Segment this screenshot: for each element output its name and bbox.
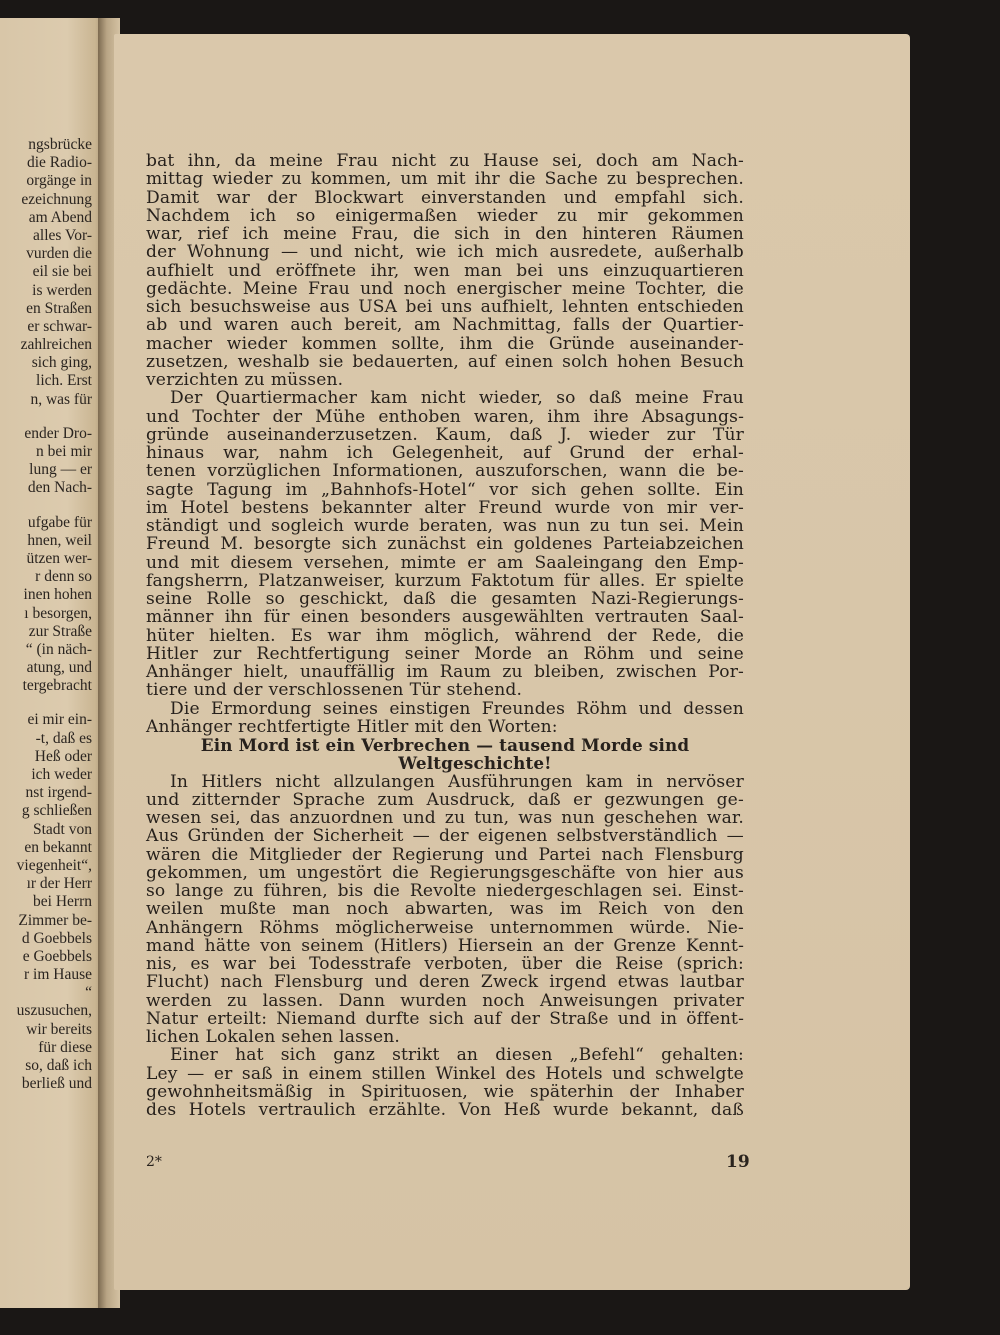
left-page-line: für diese xyxy=(38,1038,92,1056)
left-facing-page xyxy=(0,18,112,1308)
quote-heading-line: Weltgeschichte! xyxy=(398,753,552,774)
text-line: Natur erteilt: Niemand durfte sich auf der Straße und in öffent- xyxy=(146,1008,744,1029)
text-line: sagte Tagung im „Bahnhofs-Hotel“ vor sich gehen sollte. Ein xyxy=(146,479,744,500)
left-page-line: ender Dro- xyxy=(24,424,92,442)
text-line: Nachdem ich so einigermaßen wieder zu mir gekommen xyxy=(146,205,744,226)
left-page-line: Stadt von xyxy=(33,820,92,838)
left-page-line: vurden die xyxy=(26,245,92,263)
left-page-line: wir bereits xyxy=(26,1020,92,1038)
text-line: macher wieder kommen sollte, ihm die Gründe auseinander- xyxy=(146,333,744,354)
left-page-line: r denn so xyxy=(35,568,92,586)
left-page-line: alles Vor- xyxy=(33,226,92,244)
text-line: tiere und der verschlossenen Tür stehend. xyxy=(146,680,523,701)
text-line: ständigt und sogleich wurde beraten, was nun zu tun sei. Mein xyxy=(146,516,744,536)
text-line: Anhängern Röhms möglicherweise unternommen würde. Nie- xyxy=(146,917,744,938)
text-line: seine Rolle so geschickt, daß die gesamten Nazi-Regierungs- xyxy=(146,589,744,609)
left-page-line: zur Straße xyxy=(28,622,92,640)
left-page-line: e Goebbels xyxy=(22,947,92,965)
text-line: Einer hat sich ganz strikt an diesen „Befehl“ gehalten: xyxy=(170,1045,744,1066)
text-line: gedächte. Meine Frau und noch energischer meine Tochter, die xyxy=(146,278,744,299)
text-line: Ley — er saß in einem stillen Winkel des Hotels und schwelgte xyxy=(146,1063,744,1084)
left-page-line: -t, daß es xyxy=(35,729,92,747)
left-page-line: er schwar- xyxy=(27,317,92,335)
text-line: wesen sei, das anzuordnen und zu tun, was nun geschehen war. xyxy=(146,808,744,828)
left-page-line: ır der Herr xyxy=(26,875,92,893)
text-line: gründe auseinanderzusetzen. Kaum, daß J. wieder zur Tür xyxy=(146,424,744,445)
left-page-line: atung, und xyxy=(26,659,92,677)
text-line: so lange zu führen, bis die Revolte niedergeschlagen sei. Einst- xyxy=(146,881,744,901)
left-page-line: uszusuchen, xyxy=(16,1002,92,1020)
text-line: mittag wieder zu kommen, um mit ihr die Sache zu besprechen. xyxy=(146,169,744,190)
text-line: Der Quartiermacher kam nicht wieder, so daß meine Frau xyxy=(170,388,744,409)
text-line: und Tochter der Mühe enthoben waren, ihm ihre Absagungs- xyxy=(146,406,744,427)
text-line: Hitler zur Rechtfertigung seiner Morde an Röhm und seine xyxy=(146,643,744,664)
text-line: fangsherrn, Platzanweiser, kurzum Faktotum für alles. Er spielte xyxy=(146,570,744,591)
text-line: aufhielt und eröffnete ihr, wen man bei uns einzuquartieren xyxy=(146,260,744,281)
left-page-line: viegenheit“, xyxy=(16,856,92,874)
left-page-line: d Goebbels xyxy=(21,929,92,947)
text-line: im Hotel bestens bekannter alter Freund wurde von mir ver- xyxy=(146,497,744,518)
left-page-line: die Radio- xyxy=(27,154,92,172)
left-page-line: r im Hause xyxy=(23,966,92,984)
left-page-line: eil sie bei xyxy=(32,263,92,281)
text-line: Anhänger rechtfertigte Hitler mit den Worten: xyxy=(146,716,558,737)
left-page-line: Zimmer be- xyxy=(18,911,92,929)
left-page-line xyxy=(0,409,92,425)
left-page-line: “ (in näch- xyxy=(25,640,92,658)
text-line: männer ihn für einen besonders ausgewählten vertrauten Saal- xyxy=(146,607,744,628)
left-page-line: inen hohen xyxy=(23,586,92,604)
page-body-text xyxy=(146,152,744,1119)
text-line: bat ihn, da meine Frau nicht zu Hause sei, doch am Nach- xyxy=(146,151,744,171)
text-line: Aus Gründen der Sicherheit — der eigenen selbstverständlich — xyxy=(146,826,744,847)
left-page-line: zahlreichen xyxy=(20,336,92,354)
left-page-line: ich weder xyxy=(31,766,92,783)
right-page xyxy=(114,34,910,1290)
left-page-line: hnen, weil xyxy=(27,531,92,549)
text-line: Die Ermordung seines einstigen Freundes Röhm und dessen xyxy=(170,698,744,719)
text-line: weilen mußte man noch abwarten, was im Reich von den xyxy=(146,899,744,920)
left-page-line: g schließen xyxy=(21,802,92,820)
quote-heading-line: Ein Mord ist ein Verbrechen — tausend Morde sind xyxy=(200,735,690,755)
left-page-line: am Abend xyxy=(28,208,92,226)
left-page-line: is werden xyxy=(32,281,92,299)
text-line: Damit war der Blockwart einverstanden und empfahl sich. xyxy=(146,187,744,208)
left-page-line: “ xyxy=(85,984,92,1002)
text-line: sich besuchsweise aus USA bei uns aufhielt, lehnten entschieden xyxy=(146,297,744,317)
text-line: ab und waren auch bereit, am Nachmittag, falls der Quartier- xyxy=(146,315,744,336)
left-page-line: tergebracht xyxy=(22,677,92,695)
left-page-line: orgänge in xyxy=(26,172,92,190)
text-line: lichen Lokalen sehen lassen. xyxy=(146,1027,400,1047)
text-line: wären die Mitglieder der Regierung und Partei nach Flensburg xyxy=(146,844,744,865)
text-line: gewohnheitsmäßig in Spirituosen, wie späterhin der Inhaber xyxy=(146,1081,744,1102)
text-line: Anhänger hielt, unauffällig im Raum zu bleiben, zwischen Por- xyxy=(146,662,744,682)
left-page-line: n bei mir xyxy=(36,443,92,460)
left-page-line: ngsbrücke xyxy=(28,136,92,153)
text-line: war, rief ich meine Frau, die sich in den hinteren Räumen xyxy=(146,224,744,244)
text-line: nis, es war bei Todesstrafe verboten, über die Reise (sprich: xyxy=(146,954,744,974)
printer-signature-mark: 2* xyxy=(146,1154,162,1170)
left-page-line: nst irgend- xyxy=(25,784,92,802)
text-line: In Hitlers nicht allzulangen Ausführungen kam in nervöser xyxy=(170,771,744,792)
text-line: und mit diesem versehen, mimte er am Saaleingang den Emp- xyxy=(146,552,744,573)
left-page-line xyxy=(0,695,92,711)
left-page-line: so, daß ich xyxy=(25,1057,92,1074)
text-line: hüter hielten. Es war ihm möglich, während der Rede, die xyxy=(146,625,744,646)
left-page-line: n, was für xyxy=(30,390,92,408)
text-line: des Hotels vertraulich erzählte. Von Heß wurde bekannt, daß xyxy=(146,1100,744,1120)
text-line: werden zu lassen. Dann wurden noch Anweisungen privater xyxy=(146,990,744,1011)
left-page-text-column xyxy=(0,136,92,1093)
left-page-line: en bekannt xyxy=(24,838,92,856)
text-line: hinaus war, nahm ich Gelegenheit, auf Grund der erhal- xyxy=(146,443,744,463)
text-line: Freund M. besorgte sich zunächst ein goldenes Parteiabzeichen xyxy=(146,534,744,555)
left-page-line: Heß oder xyxy=(34,747,92,765)
left-page-line: ei mir ein- xyxy=(27,711,92,729)
left-page-line: bei Herrn xyxy=(33,893,92,911)
text-line: zusetzen, weshalb sie bedauerten, auf einen solch hohen Besuch xyxy=(146,351,744,372)
text-line: und zitternder Sprache zum Ausdruck, daß er gezwungen ge- xyxy=(146,789,744,810)
left-page-line: ufgabe für xyxy=(27,513,92,531)
text-line: verzichten zu müssen. xyxy=(146,370,344,390)
text-line: tenen vorzüglichen Informationen, auszuforschen, wann die be- xyxy=(146,461,744,482)
text-line: gekommen, um ungestört die Regierungsgeschäfte von hier aus xyxy=(146,862,744,883)
left-page-line: lung — er xyxy=(29,461,92,479)
left-page-line: den Nach- xyxy=(27,479,92,497)
text-line: mand hätte von seinem (Hitlers) Hiersein an der Grenze Kennt- xyxy=(146,935,744,956)
left-page-line xyxy=(0,498,92,514)
left-page-line: berließ und xyxy=(21,1075,92,1093)
left-page-line: en Straßen xyxy=(26,299,92,317)
left-page-line: ı besorgen, xyxy=(24,604,92,622)
text-line: Flucht) nach Flensburg und deren Zweck irgend etwas lautbar xyxy=(146,972,744,993)
left-page-line: ezeichnung xyxy=(21,190,92,208)
left-page-line: sich ging, xyxy=(31,354,92,372)
text-line: der Wohnung — und nicht, wie ich mich ausredete, außerhalb xyxy=(146,242,744,263)
left-page-line: lich. Erst xyxy=(36,372,92,390)
page-number: 19 xyxy=(726,1152,750,1172)
left-page-line: ützen wer- xyxy=(26,549,92,567)
